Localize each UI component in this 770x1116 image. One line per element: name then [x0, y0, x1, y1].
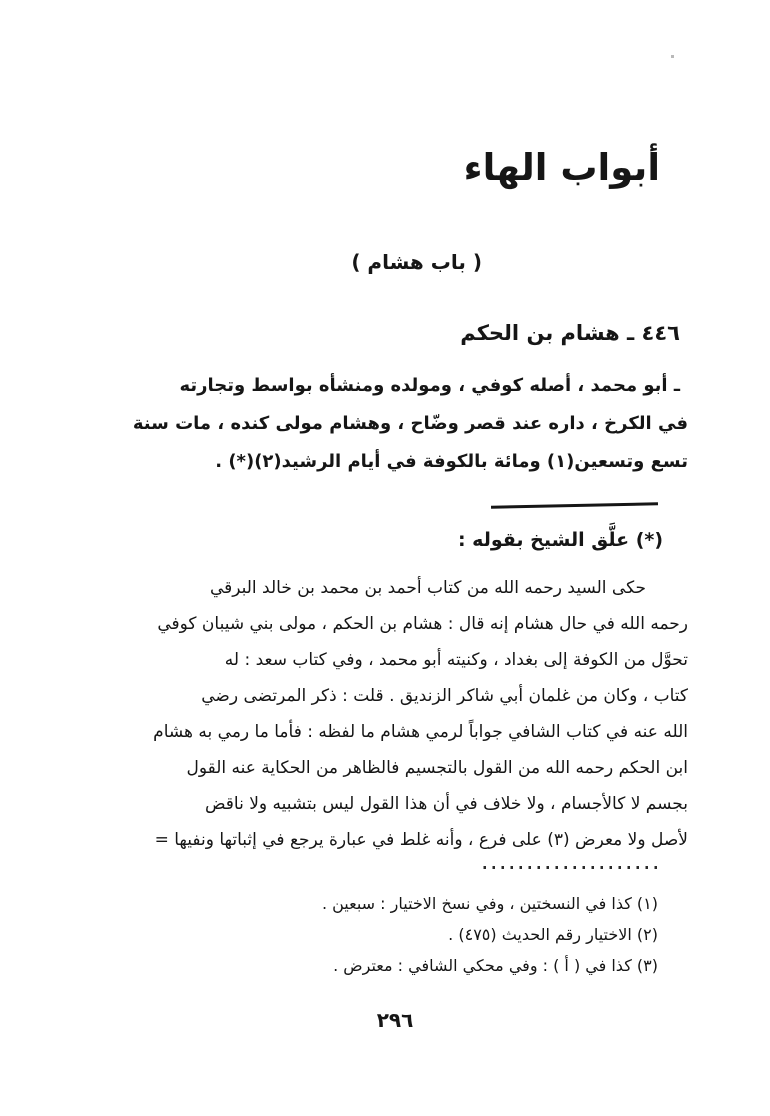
commentary-line: لأصل ولا معرض (٣) على فرع ، وأنه غلط في عبارة يرجع في إثباتها ونفيها =: [154, 830, 688, 850]
commentary-separator-line: [491, 502, 658, 508]
commentary-line: رحمه الله في حال هشام إنه قال : هشام بن الحكم ، مولى بني شيبان كوفي: [157, 614, 688, 634]
commentary-line: بجسم لا كالأجسام ، ولا خلاف في أن هذا القول ليس بتشبيه ولا ناقض: [204, 794, 688, 814]
commentary-line: كتاب ، وكان من غلمان أبي شاكر الزنديق . قلت : ذكر المرتضى رضي: [201, 686, 688, 706]
footnote-separator-dots: [483, 866, 657, 869]
commentary-line: تحوَّل من الكوفة إلى بغداد ، وكنيته أبو محمد ، وفي كتاب سعد : له: [224, 650, 688, 670]
footnote-item: (١) كذا في النسختين ، وفي نسخ الاختيار : سبعين .: [321, 894, 658, 913]
entry-line: في الكرخ ، داره عند قصر وضّاح ، وهشام مولى كنده ، مات سنة: [132, 413, 688, 434]
commentary-paragraph: [88, 570, 688, 858]
commentary-line: الله عنه في كتاب الشافي جواباً لرمي هشام ما لفظه : فأما ما رمي به هشام: [153, 722, 688, 742]
section-title: ( باب هشام ): [351, 250, 482, 274]
footnotes-block: [178, 888, 658, 981]
commentary-line: حكى السيد رحمه الله من كتاب أحمد بن محمد بن خالد البرقي: [209, 578, 646, 598]
commentary-intro: (*) علَّق الشيخ بقوله :: [457, 529, 663, 551]
page-number: ٢٩٦: [376, 1008, 414, 1032]
footnote-item: (٢) الاختيار رقم الحديث (٤٧٥) .: [448, 925, 658, 944]
entry-line: ـ أبو محمد ، أصله كوفي ، ومولده ومنشأه بواسط وتجارته: [179, 375, 680, 396]
scan-artifact-speck: [671, 55, 674, 58]
commentary-line: ابن الحكم رحمه الله من القول بالتجسيم فالظاهر من الحكاية عنه القول: [186, 758, 688, 778]
entry-heading: ٤٤٦ ـ هشام بن الحكم: [460, 321, 680, 345]
entry-paragraph: [88, 367, 688, 481]
chapter-title: أبواب الهاء: [463, 146, 660, 189]
entry-line: تسع وتسعين(١) ومائة بالكوفة في أيام الرشيد(٢)(*) .: [215, 451, 688, 472]
footnote-item: (٣) كذا في ( أ ) : وفي محكي الشافي : معترض .: [333, 956, 658, 975]
